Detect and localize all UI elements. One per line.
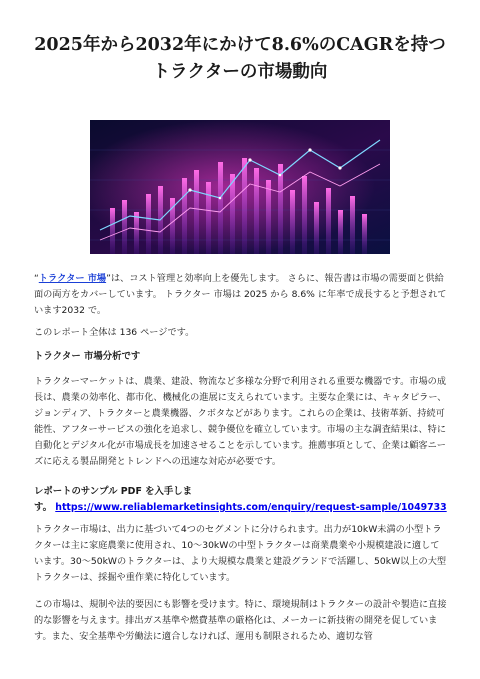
intro-paragraph	[34, 271, 448, 319]
hero-image	[90, 120, 390, 254]
market-link[interactable]: トラクター 市場	[38, 273, 107, 284]
analysis-paragraph: トラクターマーケットは、農業、建設、物流など多様な分野で利用される重要な機器です。市場の成長は、農業の効率化、都市化、機械化の進展に支えられています。主要な企業には、キャタピラー、ジョンディア、トラクターと農業機器、クボタなどがあります。これらの企業は、技術革新、持続可能性、アフターサービスの強化を追求し、競争優位を確立しています。市場の主な調査結果は、特に自動化とデジタル化が市場成長を加速させることを示しています。推薦事項として、企業は顧客ニーズに応える製品開発とトレンドへの迅速な対応が必要です。	[34, 376, 447, 467]
regulation-paragraph: この市場は、規制や法的要因にも影響を受けます。特に、環境規制はトラクターの設計や製造に直接的な影響を与えます。排出ガス基準や燃費基準の厳格化は、メーカーに新技術の開発を促しています。また、安全基準や労働法に適合しなければ、運用も制限されるため、適切な管	[34, 599, 447, 642]
pages-note: このレポート全体は 136 ページです。	[34, 327, 195, 338]
sample-label-line-2: す。	[34, 502, 52, 513]
sample-label	[34, 484, 448, 516]
page-title	[20, 32, 460, 86]
title-line-1: 2025年から2032年にかけて8.6%のCAGRを持つ	[34, 35, 446, 55]
sample-link[interactable]: https://www.reliablemarketinsights.com/enquiry/request-sample/1049733	[55, 502, 447, 513]
intro-text: ”は、コスト管理と効率向上を優先します。 さらに、報告書は市場の需要面と供給面の両方をカバーしています。 トラクター 市場は 2025 から 8.6% に年率で成長すると予想されています2032 で。	[34, 273, 447, 316]
title-line-2: トラクターの市場動向	[152, 62, 328, 82]
analysis-heading: トラクター 市場分析です	[34, 351, 141, 362]
sample-label-line-1: レポートのサンプル PDF を入手しま	[34, 486, 192, 497]
quote-open: “	[34, 273, 39, 284]
segments-paragraph: トラクター市場は、出力に基づいて4つのセグメントに分けられます。出力が10kW未満の小型トラクターは主に家庭農業に使用され、10〜30kWの中型トラクターは商業農業や小規模建設に適しています。30〜50kWのトラクターは、より大規模な農業と建設グランドで活躍し、50kW以上の大型トラクターは、採掘や重作業に特化しています。	[34, 524, 447, 583]
